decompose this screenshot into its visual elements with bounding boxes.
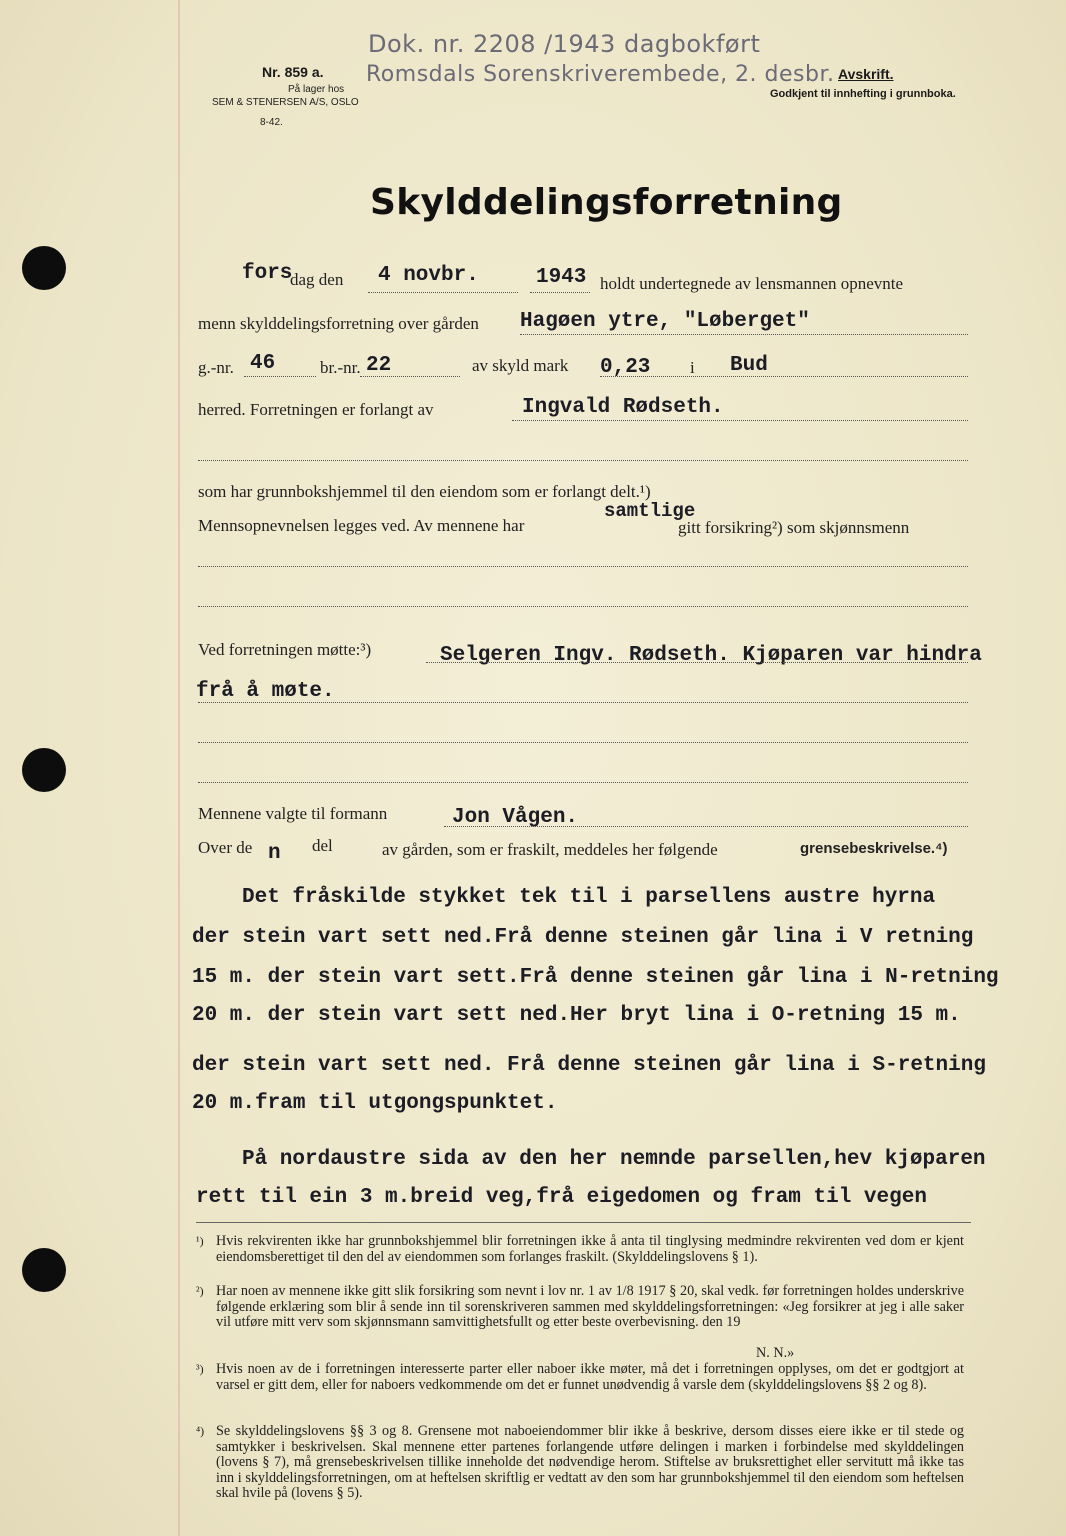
fill-line: [198, 702, 968, 703]
typed-attendance: frå å møte.: [196, 680, 335, 703]
grense-bold: grensebeskrivelse.⁴): [800, 840, 948, 857]
typed-farm-name: Hagøen ytre, "Løberget": [520, 310, 810, 333]
form-date: 8-42.: [260, 117, 283, 128]
herred-text: herred. Forretningen er forlangt av: [198, 400, 434, 419]
skyld-label: av skyld mark: [472, 356, 569, 375]
fill-line: [512, 420, 968, 421]
registration-stamp-line: Romsdals Sorenskriverembede, 2. desbr.: [366, 62, 835, 87]
publisher-line: På lager hos: [288, 84, 345, 95]
fill-line: [360, 376, 460, 377]
typed-samtlige: samtlige: [604, 500, 696, 522]
footnote-number: ²): [196, 1284, 204, 1298]
body-line: der stein vart sett ned.Frå denne steinen går lina i V retning: [192, 926, 974, 949]
menns-text: Mennsopnevnelsen legges ved. Av mennene har: [198, 516, 525, 535]
footnote-text: Se skylddelingslovens §§ 3 og 8. Grensene mot naboeiendommer blir ikke å beskrive, dersom disses eiere ikke er til stede og samtykker i beskrivelsen. Skal mennene etter partenes forlangende utføre delingen i marken i forbindelse med skylddelingen (lovens § 7), må grensebeskrivelsen tillike inneholde det nødvendige herom. Stiftelse av bruksrettighet eller servitutt må ikke tas inn i skylddelingsforretningen, om at heftelsen skriftlig er vedtatt av den som har grunnbokshjemmel til den eiendom som heftelsen skal hvile på (lovens § 5).: [216, 1423, 964, 1502]
body-line: rett til ein 3 m.breid veg,frå eigedomen og fram til vegen: [196, 1186, 927, 1209]
footnote-number: ¹): [196, 1234, 204, 1248]
body-line: der stein vart sett ned. Frå denne steinen går lina i S-retning: [192, 1054, 986, 1077]
fill-line: [520, 334, 968, 335]
footnote-text: Har noen av mennene ikke gitt slik forsikring som nevnt i lov nr. 1 av 1/8 1917 § 20, skal vedk. før forretningen holdes underskrive følgende erklæring som blir å sende inn til sorenskriveren sammen med skylddelingsforretningen: «Jeg forsikrer at jeg i alle saker vil utføre mitt verv som skjønnsmann samvittighetsfullt og etter beste overbevisning. den 19: [216, 1283, 964, 1331]
body-line: 20 m. der stein vart sett ned.Her bryt lina i O-retning 15 m.: [192, 1004, 961, 1027]
binder-hole: [22, 748, 66, 792]
typed-day: fors: [242, 262, 293, 285]
gnr-label: g.-nr.: [198, 358, 234, 377]
typed-date: 4 novbr.: [378, 264, 479, 287]
typed-gnr: 46: [250, 352, 276, 375]
formann-label: Mennene valgte til formann: [198, 804, 388, 823]
registration-stamp-line: Dok. nr. 2208 /1943 dagbokført: [368, 30, 761, 58]
footnote-number: ³): [196, 1362, 204, 1376]
typed-requester: Ingvald Rødseth.: [522, 396, 724, 419]
line2-text: menn skylddelingsforretning over gården: [198, 314, 479, 333]
typed-herred: Bud: [730, 354, 768, 377]
fill-line: [444, 826, 968, 827]
i-label: i: [690, 358, 695, 377]
menns-text-end: gitt forsikring²) som skjønnsmenn: [678, 518, 910, 537]
margin-rule: [178, 0, 180, 1536]
grense-text: av gården, som er fraskilt, meddeles her følgende: [382, 840, 718, 859]
binder-hole: [22, 1248, 66, 1292]
fill-line: [198, 460, 968, 461]
day-label: dag den: [290, 270, 344, 289]
footnote-number: ⁴): [196, 1424, 205, 1438]
footnote-text: Hvis noen av de i forretningen interesserte parter eller naboer ikke møter, må det i forretningen opplyses, om det er godtgjort at varsel er gitt dem, eller for naboers vedkommende om det er funnet unødvendig å varsle dem (skylddelingslovens §§ 2 og 8).: [216, 1361, 964, 1393]
footnote-signature: N. N.»: [756, 1345, 795, 1361]
del-label: del: [312, 836, 333, 855]
fill-line: [244, 376, 316, 377]
fill-line: [530, 292, 590, 293]
typed-attendance: Selgeren Ingv. Rødseth. Kjøparen var hindra: [440, 644, 982, 667]
fill-line: [198, 782, 968, 783]
brnr-label: br.-nr.: [320, 358, 361, 377]
fill-line: [198, 606, 968, 607]
footnote-text: Hvis rekvirenten ikke har grunnbokshjemmel blir forretningen ikke å anta til tinglysing medmindre rekvirenten ved dom er kjent eiendomsberettiget til den del av eiendommen som forlanges fraskilt. (Skylddelingslovens § 1).: [216, 1233, 964, 1265]
over-label: Over de: [198, 838, 253, 857]
fill-line: [198, 566, 968, 567]
form-number: Nr. 859 a.: [262, 64, 324, 80]
typed-brnr: 22: [366, 354, 392, 377]
document-title: Skylddelingsforretning: [370, 182, 843, 223]
fill-line: [600, 376, 968, 377]
approval-note: Godkjent til innhefting i grunnboka.: [770, 88, 956, 100]
body-line: 20 m.fram til utgongspunktet.: [192, 1092, 558, 1115]
mote-label: Ved forretningen møtte:³): [198, 640, 372, 659]
body-line: 15 m. der stein vart sett.Frå denne steinen går lina i N-retning: [192, 966, 999, 989]
typed-year: 1943: [536, 266, 587, 289]
typed-skyld: 0,23: [600, 356, 651, 379]
footnote-rule: [196, 1222, 971, 1223]
body-line: På nordaustre sida av den her nemnde parsellen,hev kjøparen: [242, 1148, 986, 1171]
typed-over: n: [268, 842, 281, 865]
fill-line: [198, 742, 968, 743]
typed-formann: Jon Vågen.: [452, 806, 579, 829]
publisher-line: SEM & STENERSEN A/S, OSLO: [212, 97, 359, 108]
fill-line: [368, 292, 518, 293]
line1-text: holdt undertegnede av lensmannen opnevnte: [600, 274, 904, 293]
body-line: Det fråskilde stykket tek til i parsellens austre hyrna: [242, 886, 936, 909]
avskrift-label: Avskrift.: [838, 66, 894, 82]
fill-line: [426, 662, 968, 663]
binder-hole: [22, 246, 66, 290]
hjemmel-text: som har grunnbokshjemmel til den eiendom som er forlangt delt.¹): [198, 482, 651, 501]
